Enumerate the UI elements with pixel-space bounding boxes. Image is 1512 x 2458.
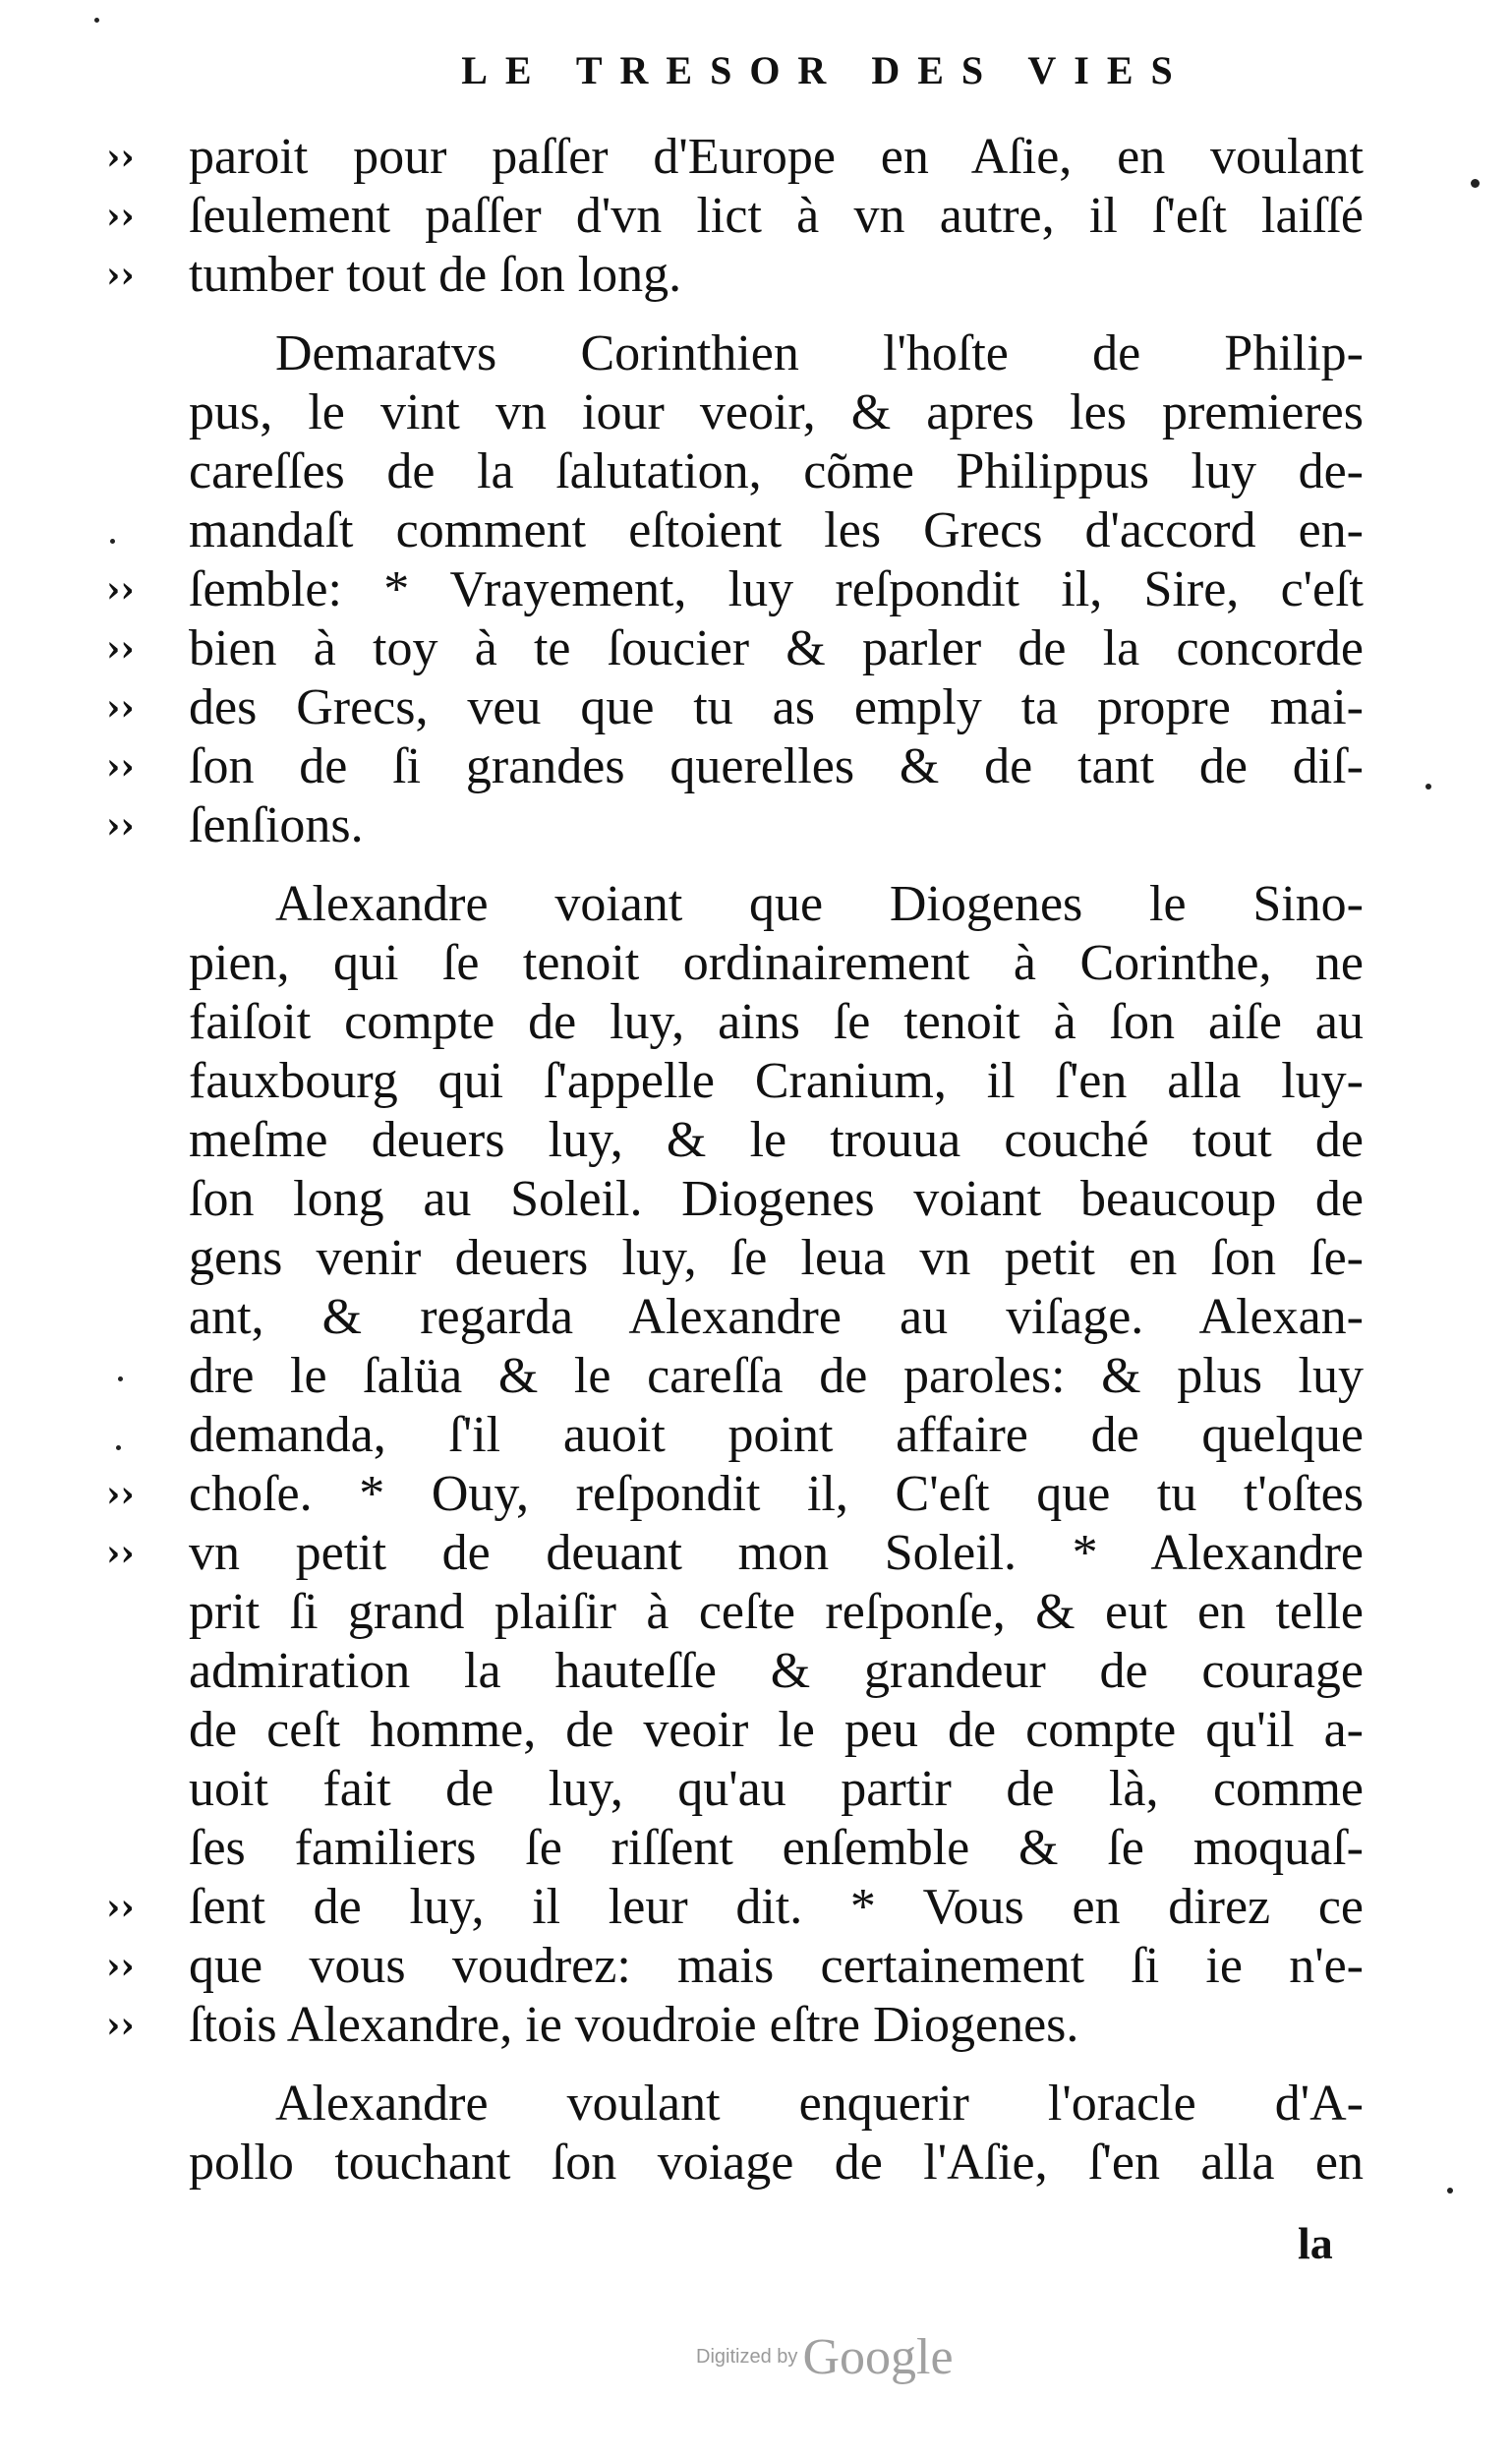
text-line: uoit fait de luy, qu'au partir de là, comme bbox=[189, 1761, 1364, 1817]
quote-marker: ›› bbox=[106, 628, 135, 670]
text-line: gens venir deuers luy, ſe leua vn petit en ſon ſe- bbox=[189, 1230, 1364, 1286]
text-line: pus, le vint vn iour veoir, & apres les premieres bbox=[189, 384, 1364, 440]
scan-speck bbox=[116, 1445, 121, 1450]
digitized-watermark bbox=[696, 2328, 954, 2386]
text-line: ſeulement paſſer d'vn lict à vn autre, il ſ'eſt laiſſé bbox=[189, 188, 1364, 244]
scan-speck bbox=[1425, 784, 1431, 790]
text-line: prit ſi grand plaiſir à ceſte reſponſe, & eut en telle bbox=[189, 1584, 1364, 1640]
text-line: bien à toy à te ſoucier & parler de la concorde bbox=[189, 620, 1364, 676]
text-line: meſme deuers luy, & le trouua couché tout de bbox=[189, 1112, 1364, 1168]
text-line: ſtois Alexandre, ie voudroie eſtre Diogenes. bbox=[189, 1997, 1079, 2053]
text-line: de ceſt homme, de veoir le peu de compte qu'il a- bbox=[189, 1702, 1364, 1758]
quote-marker: ›› bbox=[106, 746, 135, 788]
text-line: vn petit de deuant mon Soleil. * Alexandre bbox=[189, 1525, 1364, 1581]
paragraph-opening-line: Alexandre voiant que Diogenes le Sino- bbox=[275, 876, 1364, 932]
running-head: LE TRESOR DES VIES bbox=[461, 48, 1191, 92]
text-line: ſon long au Soleil. Diogenes voiant beaucoup de bbox=[189, 1171, 1364, 1227]
text-line: ſent de luy, il leur dit. * Vous en direz ce bbox=[189, 1879, 1364, 1935]
text-line: fauxbourg qui ſ'appelle Cranium, il ſ'en alla luy- bbox=[189, 1053, 1364, 1109]
paragraph-opening-line: Alexandre voulant enquerir l'oracle d'A- bbox=[275, 2076, 1364, 2132]
quote-marker: ›› bbox=[106, 2005, 135, 2046]
text-line: faiſoit compte de luy, ains ſe tenoit à ſon aiſe au bbox=[189, 994, 1364, 1050]
text-line: admiration la hauteſſe & grandeur de courage bbox=[189, 1643, 1364, 1699]
scan-speck bbox=[118, 1376, 123, 1381]
text-line: pien, qui ſe tenoit ordinairement à Corinthe, ne bbox=[189, 935, 1364, 991]
text-line: des Grecs, veu que tu as emply ta propre mai- bbox=[189, 679, 1364, 735]
text-line: choſe. * Ouy, reſpondit il, C'eſt que tu t'oſtes bbox=[189, 1466, 1364, 1522]
text-line: pollo touchant ſon voiage de l'Aſie, ſ'en alla en bbox=[189, 2135, 1364, 2191]
scan-speck bbox=[1447, 2188, 1453, 2194]
text-line: ſon de ſi grandes querelles & de tant de diſ- bbox=[189, 738, 1364, 794]
quote-marker: ›› bbox=[106, 805, 135, 847]
text-line: ſenſions. bbox=[189, 797, 364, 853]
quote-marker: ›› bbox=[106, 1887, 135, 1928]
quote-marker: ›› bbox=[106, 255, 135, 296]
scan-speck bbox=[94, 18, 99, 23]
quote-marker: ›› bbox=[106, 1533, 135, 1574]
text-line: tumber tout de ſon long. bbox=[189, 247, 682, 303]
google-logo: Google bbox=[802, 2329, 954, 2385]
paragraph-opening-line: Demaratvs Corinthien l'hoſte de Philip- bbox=[275, 325, 1364, 381]
scan-speck bbox=[1471, 179, 1480, 188]
text-line: que vous voudrez: mais certainement ſi ie n'e- bbox=[189, 1938, 1364, 1994]
text-line: ant, & regarda Alexandre au viſage. Alexan- bbox=[189, 1289, 1364, 1345]
text-line: mandaſt comment eſtoient les Grecs d'accord en- bbox=[189, 502, 1364, 558]
text-line: paroit pour paſſer d'Europe en Aſie, en voulant bbox=[189, 129, 1364, 185]
text-line: ſemble: * Vrayement, luy reſpondit il, Sire, c'eſt bbox=[189, 561, 1364, 617]
scan-speck bbox=[110, 539, 115, 544]
quote-marker: ›› bbox=[106, 1474, 135, 1515]
watermark-prefix: Digitized by bbox=[696, 2346, 798, 2368]
text-line: demanda, ſ'il auoit point affaire de quelque bbox=[189, 1407, 1364, 1463]
quote-marker: ›› bbox=[106, 196, 135, 237]
text-line: careſſes de la ſalutation, cõme Philippus luy de- bbox=[189, 443, 1364, 499]
quote-marker: ›› bbox=[106, 1946, 135, 1987]
catchword: la bbox=[1298, 2218, 1333, 2268]
quote-marker: ›› bbox=[106, 687, 135, 729]
text-line: ſes familiers ſe riſſent enſemble & ſe moquaſ- bbox=[189, 1820, 1364, 1876]
quote-marker: ›› bbox=[106, 569, 135, 611]
text-line: dre le ſalüa & le careſſa de paroles: & plus luy bbox=[189, 1348, 1364, 1404]
quote-marker: ›› bbox=[106, 137, 135, 178]
